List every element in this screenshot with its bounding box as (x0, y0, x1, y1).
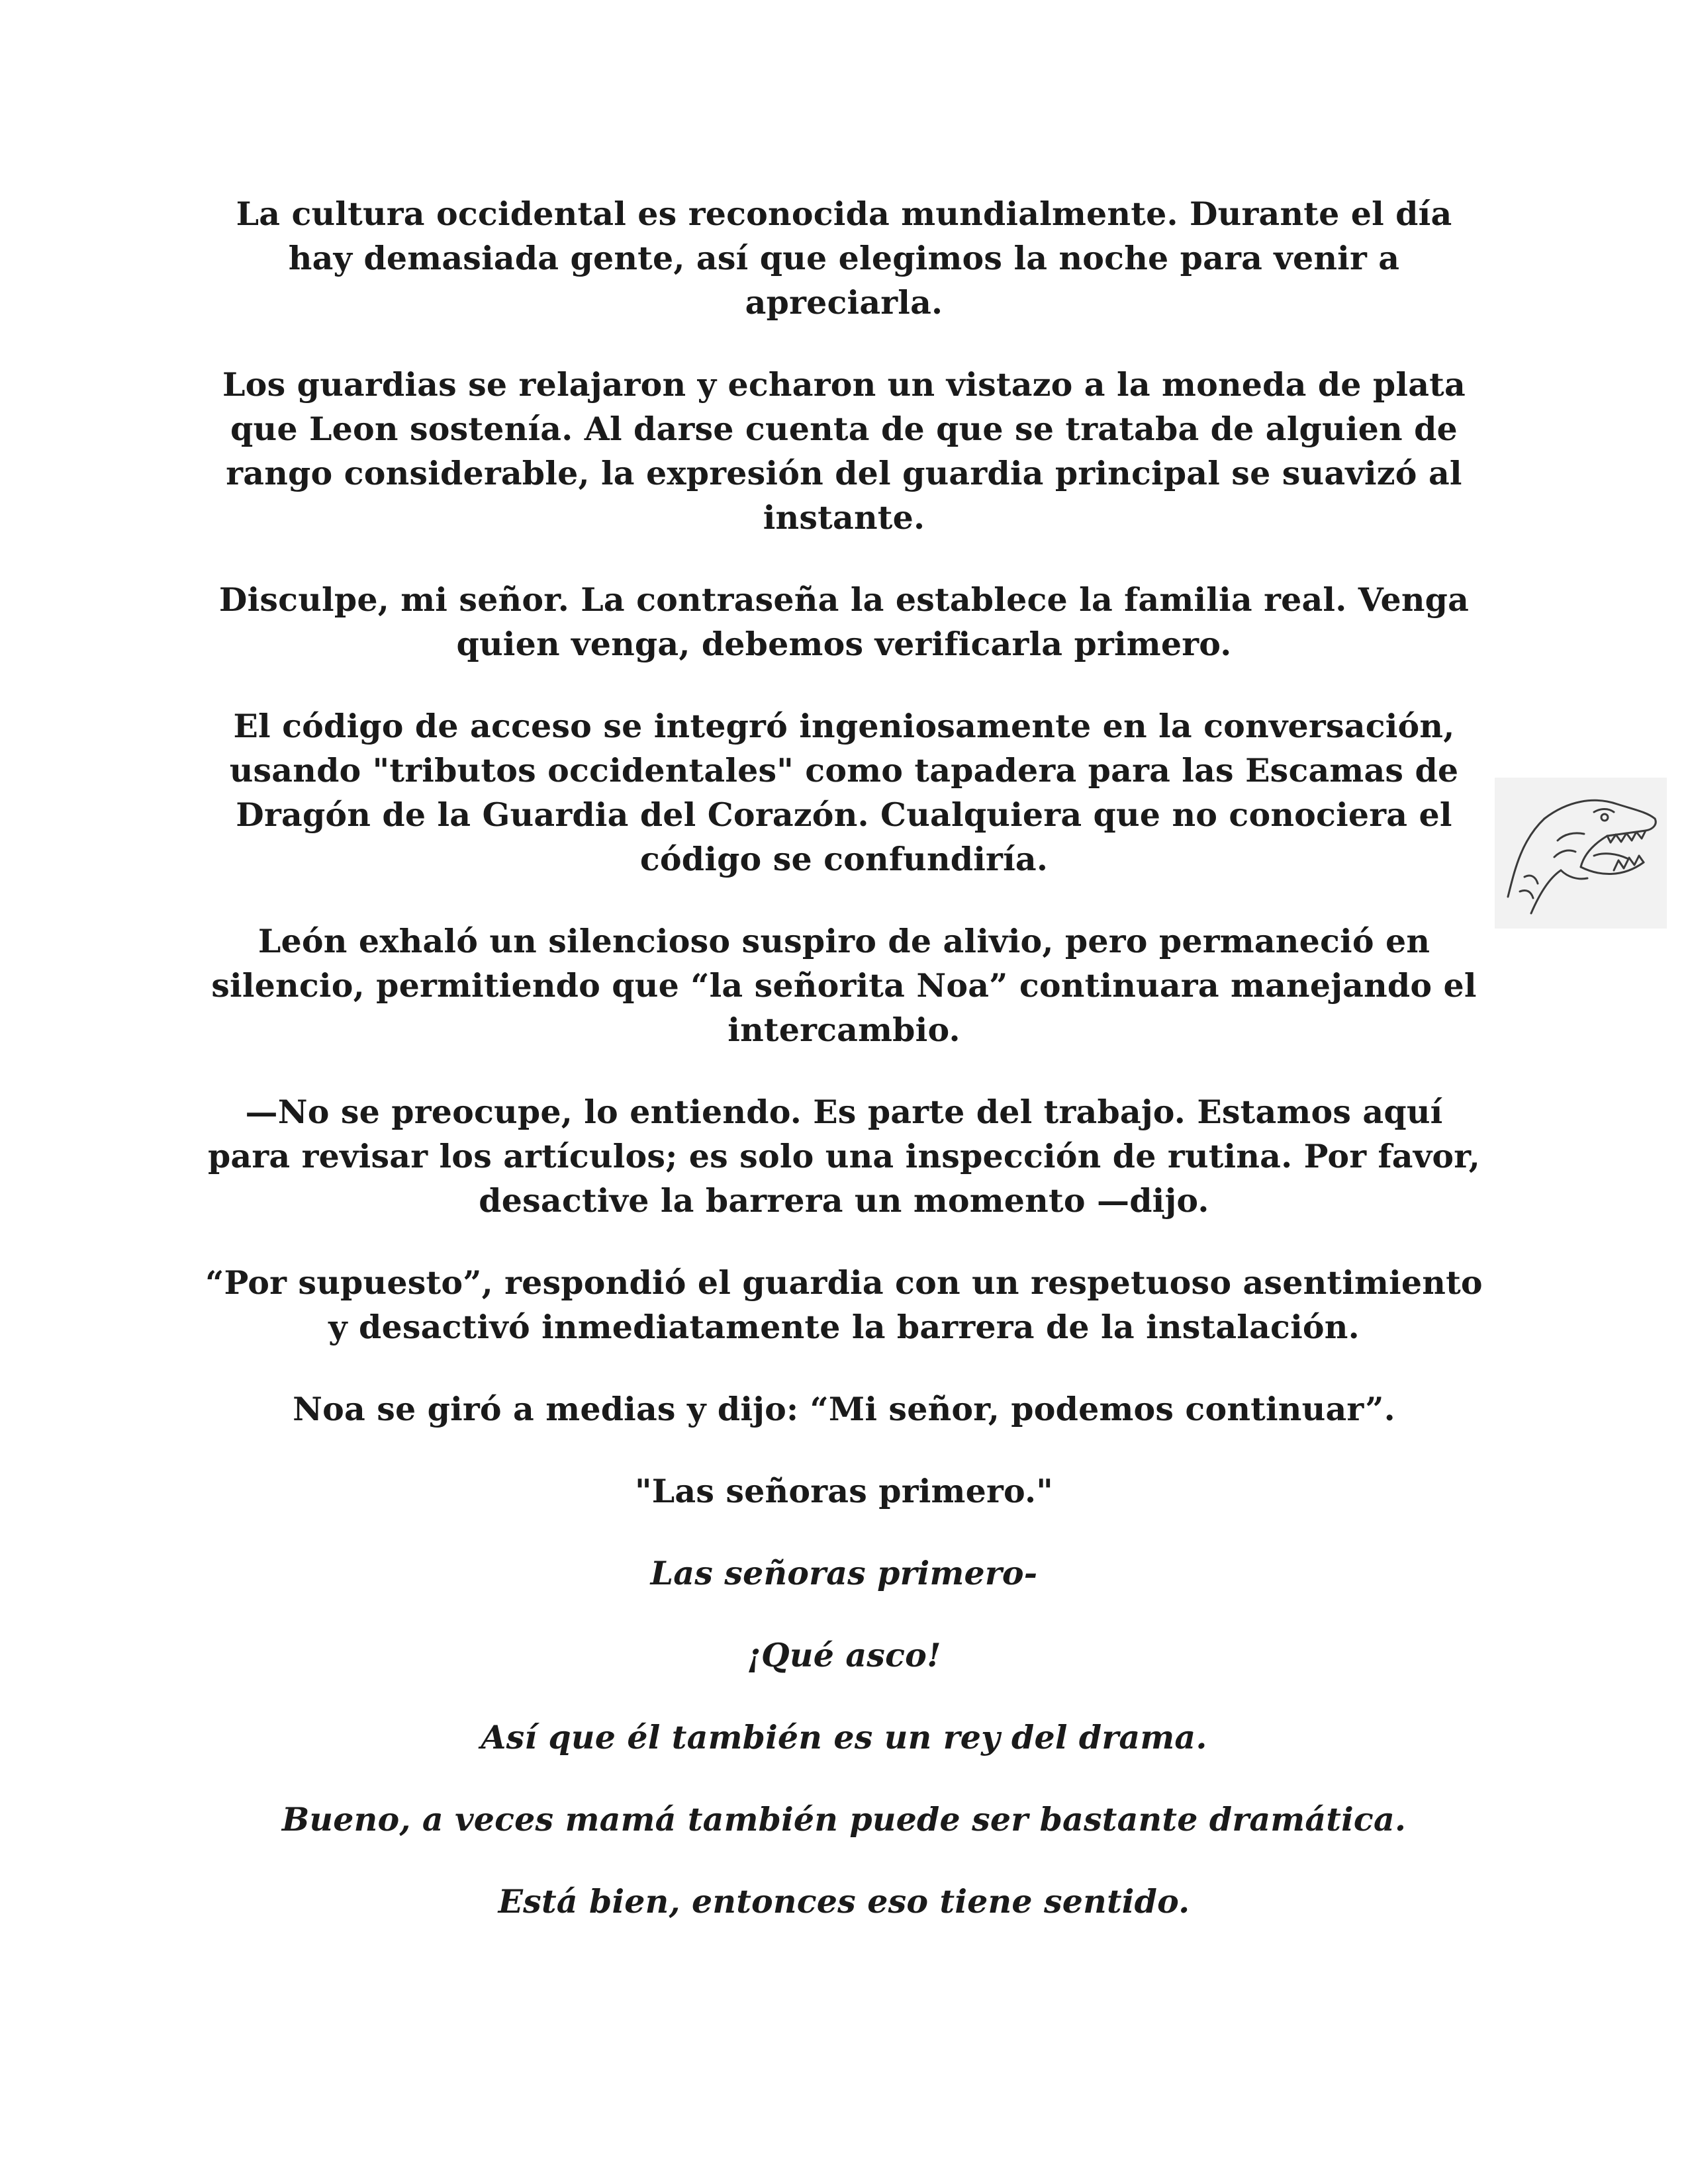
paragraph-6: —No se preocupe, lo entiendo. Es parte del trabajo. Estamos aquí para revisar los artículos; es solo una inspección de rutina. Por favor, desactive la barrera un momento —dijo. (207, 1093, 1481, 1220)
paragraph-1: La cultura occidental es reconocida mundialmente. Durante el día hay demasiada gente, así que elegimos la noche para venir a apreciarla. (236, 195, 1452, 322)
paragraph-10: Las señoras primero- (650, 1554, 1038, 1592)
paragraph-9: "Las señoras primero." (635, 1472, 1053, 1510)
paragraph-7: “Por supuesto”, respondió el guardia con un respetuoso asentimiento y desactivó inmediatamente la barrera de la instalación. (205, 1263, 1483, 1346)
paragraph-3: Disculpe, mi señor. La contraseña la establece la familia real. Venga quien venga, debemos verificarla primero. (218, 580, 1470, 663)
paragraph-12: Así que él también es un rey del drama. (481, 1718, 1207, 1756)
paragraph-14: Está bien, entonces eso tiene sentido. (498, 1882, 1190, 1921)
paragraph-5: León exhaló un silencioso suspiro de alivio, pero permaneció en silencio, permitiendo que “la señorita Noa” continuara manejando el intercambio. (211, 922, 1477, 1049)
dinosaur-head-sketch-icon (1495, 778, 1667, 929)
document-body (199, 192, 1489, 1962)
paragraph-13: Bueno, a veces mamá también puede ser bastante dramática. (281, 1800, 1407, 1839)
paragraph-4: El código de acceso se integró ingeniosamente en la conversación, usando "tributos occidentales" como tapadera para las Escamas de Dragón de la Guardia del Corazón. Cualquiera que no conociera el código se confundiría. (229, 707, 1459, 878)
paragraph-8: Noa se giró a medias y dijo: “Mi señor, podemos continuar”. (293, 1390, 1395, 1428)
paragraph-2: Los guardias se relajaron y echaron un vistazo a la moneda de plata que Leon sostenía. Al darse cuenta de que se trataba de alguien de rango considerable, la expresión del guardia principal se suavizó al instante. (222, 365, 1466, 537)
paragraph-11: ¡Qué asco! (747, 1636, 941, 1674)
